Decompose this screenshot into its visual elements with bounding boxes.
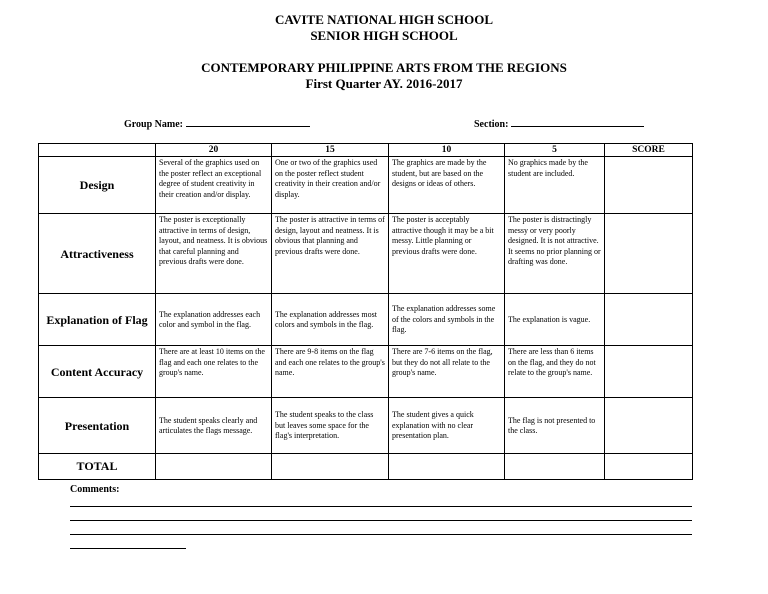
criterion-cell: Attractiveness — [39, 214, 156, 294]
descriptor-cell: There are 9-8 items on the flag and each one relates to the group's name. — [272, 346, 389, 398]
total-row — [39, 454, 693, 480]
comment-line[interactable] — [70, 506, 692, 507]
department-name: SENIOR HIGH SCHOOL — [310, 28, 458, 43]
rubric-table — [38, 143, 693, 480]
comment-line[interactable] — [70, 534, 692, 535]
subject-title: CONTEMPORARY PHILIPPINE ARTS FROM THE REGIONS — [201, 60, 567, 75]
descriptor-cell: The graphics are made by the student, but are based on the designs or ideas of others. — [389, 157, 505, 214]
total-cell[interactable] — [505, 454, 605, 480]
criterion-cell: Content Accuracy — [39, 346, 156, 398]
criterion-cell: Design — [39, 157, 156, 214]
group-name-label: Group Name: — [124, 119, 183, 130]
descriptor-cell: The poster is attractive in terms of design, layout and neatness. It is obvious that planning and previous drafts were done. — [272, 214, 389, 294]
score-cell[interactable] — [605, 214, 693, 294]
header-cell: 15 — [272, 144, 389, 157]
table-row — [39, 398, 693, 454]
total-cell[interactable] — [272, 454, 389, 480]
header-row — [39, 144, 693, 157]
group-name-field — [124, 116, 310, 130]
table-row — [39, 214, 693, 294]
section-label: Section: — [474, 119, 509, 130]
score-cell[interactable] — [605, 157, 693, 214]
score-cell[interactable] — [605, 346, 693, 398]
descriptor-cell: There are 7-6 items on the flag, but they do not all relate to the group's name. — [389, 346, 505, 398]
comment-line[interactable] — [70, 548, 186, 549]
total-label: TOTAL — [39, 454, 156, 480]
header-cell — [39, 144, 156, 157]
descriptor-cell: The student speaks clearly and articulates the flags message. — [156, 398, 272, 454]
descriptor-cell: The flag is not presented to the class. — [505, 398, 605, 454]
descriptor-cell: One or two of the graphics used on the poster reflect student creativity in their creation and/or display. — [272, 157, 389, 214]
header-cell: 20 — [156, 144, 272, 157]
criterion-cell: Presentation — [39, 398, 156, 454]
descriptor-cell: There are less than 6 items on the flag, and they do not relate to the group's name. — [505, 346, 605, 398]
header-cell: SCORE — [605, 144, 693, 157]
total-cell[interactable] — [156, 454, 272, 480]
term-title: First Quarter AY. 2016-2017 — [305, 76, 463, 91]
descriptor-cell: The student gives a quick explanation with no clear presentation plan. — [389, 398, 505, 454]
group-name-line[interactable] — [186, 116, 310, 127]
criterion-cell: Explanation of Flag — [39, 294, 156, 346]
comment-line[interactable] — [70, 520, 692, 521]
score-cell[interactable] — [605, 398, 693, 454]
comments-label: Comments: — [70, 484, 120, 495]
table-row — [39, 346, 693, 398]
section-line[interactable] — [511, 116, 644, 127]
total-score-cell[interactable] — [605, 454, 693, 480]
descriptor-cell: The poster is exceptionally attractive in terms of design, layout, and neatness. It is obvious that careful planning and previous drafts were done. — [156, 214, 272, 294]
descriptor-cell: No graphics made by the student are included. — [505, 157, 605, 214]
total-cell[interactable] — [389, 454, 505, 480]
table-row — [39, 294, 693, 346]
section-field — [474, 116, 644, 130]
descriptor-cell: The explanation addresses most colors and symbols in the flag. — [272, 294, 389, 346]
descriptor-cell: There are at least 10 items on the flag and each one relates to the group's name. — [156, 346, 272, 398]
header-cell: 10 — [389, 144, 505, 157]
descriptor-cell: The student speaks to the class but leaves some space for the flag's interpretation. — [272, 398, 389, 454]
score-cell[interactable] — [605, 294, 693, 346]
descriptor-cell: The explanation addresses some of the colors and symbols in the flag. — [389, 294, 505, 346]
school-name: CAVITE NATIONAL HIGH SCHOOL — [274, 12, 494, 27]
descriptor-cell: The explanation addresses each color and symbol in the flag. — [156, 294, 272, 346]
descriptor-cell: Several of the graphics used on the poster reflect an exceptional degree of student creativity in their creation and/or display. — [156, 157, 272, 214]
descriptor-cell: The explanation is vague. — [505, 294, 605, 346]
descriptor-cell: The poster is distractingly messy or very poorly designed. It is not attractive. It seems no prior planning or drafting was done. — [505, 214, 605, 294]
header-cell: 5 — [505, 144, 605, 157]
descriptor-cell: The poster is acceptably attractive though it may be a bit messy. Little planning or previous drafts were done. — [389, 214, 505, 294]
table-row — [39, 157, 693, 214]
